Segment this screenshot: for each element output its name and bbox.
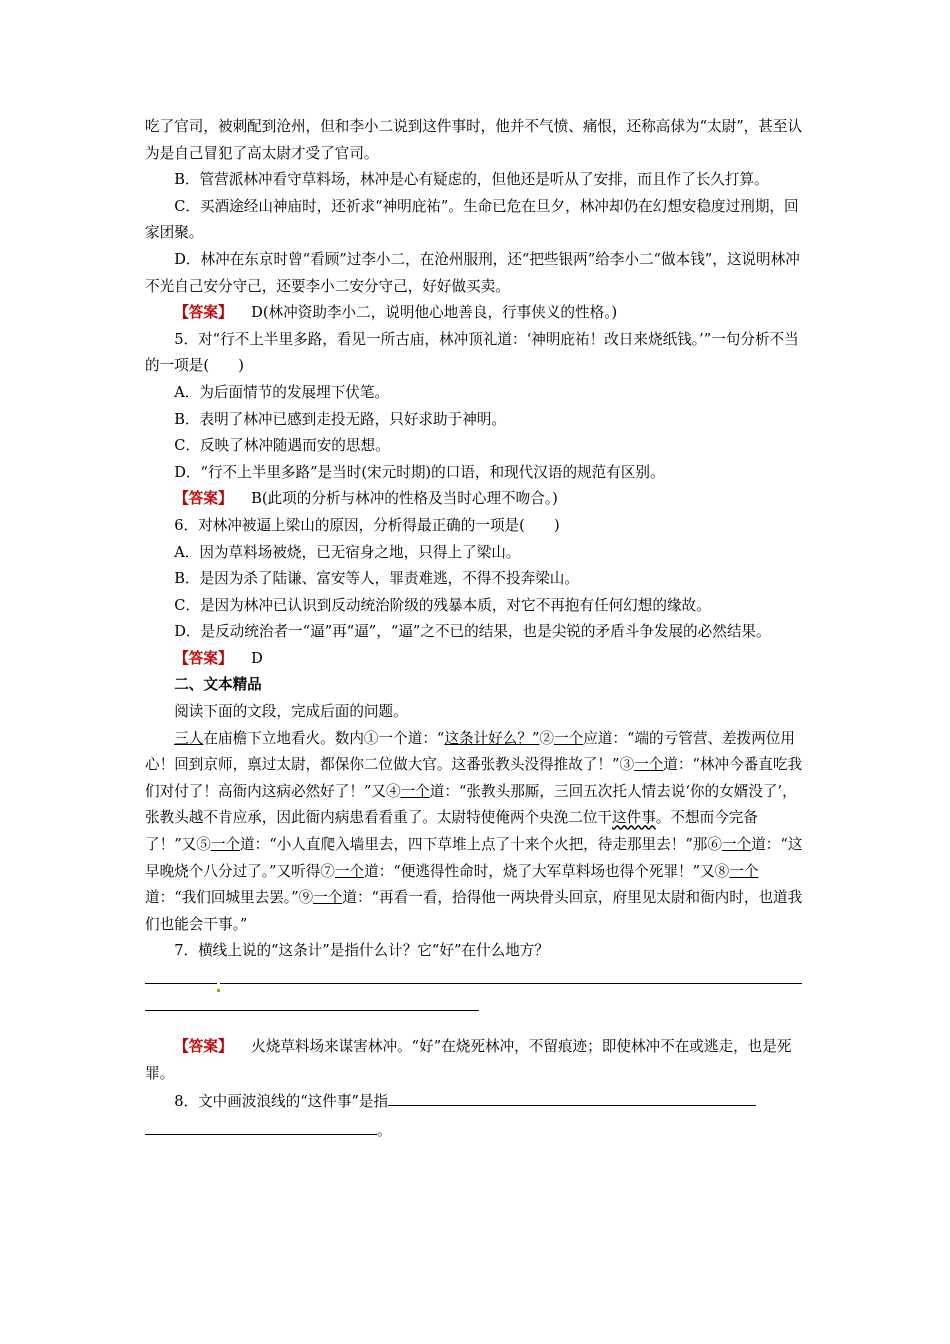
q5-stem: 5．对“行不上半里多路，看见一所古庙，林冲顶礼道：‘神明庇祐！改日来烧纸钱。’”一句分析不当的一项是( ) <box>145 330 799 375</box>
passage-text: 道：“林冲今番直吃我们对付了！高衙内这病必然好了！”又④ <box>145 756 803 800</box>
passage-text: 在庙檐下立地看火。数内① <box>203 729 379 747</box>
passage-text: 道：“便逃得性命时，烧了大军草料场也得个死罪！”又⑧ <box>364 862 730 880</box>
answer-blank-line[interactable] <box>145 1116 377 1135</box>
q4-option-d: D．林冲在东京时曾“看顾”过李小二，在沧州服刑，还“把些银两”给李小二“做本钱”，这说明林冲不光自己安分守己，还要李小二安分守己，好好做买卖。 <box>145 250 800 295</box>
underlined-phrase: 一个 <box>554 729 584 747</box>
blank-segment <box>220 965 802 984</box>
reading-passage <box>145 726 809 939</box>
q4-option-a-continued: 吃了官司，被刺配到沧州，但和李小二说到这件事时，他并不气愤、痛恨，还称高俅为“太尉”，甚至认为是自己冒犯了高太尉才受了官司。 <box>145 118 803 162</box>
passage-text: 道：“小人直爬入墙里去，四下草堆上点了十来个火把，待走那里去！”那⑥ <box>240 836 722 854</box>
underlined-phrase: 一个 <box>729 862 759 880</box>
answer-text: D <box>251 649 263 667</box>
underlined-phrase: 一个 <box>400 782 430 800</box>
passage-text: 一个道：“ <box>378 729 445 747</box>
q5-option-b: B．表明了林冲已感到走投无路，只好求助于神明。 <box>174 410 506 428</box>
underlined-phrase: 这条计好么？” <box>444 729 540 747</box>
q7-answer <box>145 1034 809 1087</box>
answer-blank-line[interactable] <box>145 992 809 1019</box>
underlined-phrase: 一个 <box>634 756 664 774</box>
answer-blank-line[interactable] <box>145 965 809 992</box>
q8-stem-text: 8．文中画波浪线的“这件事”是指 <box>174 1093 389 1111</box>
q6-stem: 6．对林冲被逼上梁山的原因，分析得最正确的一项是( ) <box>174 516 560 534</box>
q6-option-d: D．是反动统治者一“逼”再“逼”，“逼”之不已的结果，也是尖锐的矛盾斗争发展的必然结果。 <box>174 623 771 641</box>
passage-text: 。不想而今完备了！”又⑤ <box>145 809 758 854</box>
answer-text: B(此项的分析与林冲的性格及当时心理不吻合。) <box>251 490 558 508</box>
q4-answer <box>145 300 809 327</box>
q8-continuation <box>145 1116 809 1143</box>
q6-option-c: C．是因为林冲已认识到反动统治阶级的残暴本质，对它不再抱有任何幻想的缘故。 <box>174 596 711 614</box>
underlined-phrase: 一个 <box>313 889 343 907</box>
answer-blank-line[interactable] <box>388 1087 756 1106</box>
section-heading: 二、文本精品 <box>174 676 262 694</box>
q6-answer <box>145 646 809 673</box>
end-punctuation: 。 <box>377 1121 392 1139</box>
answer-text: 火烧草料场来谋害林冲。“好”在烧死林冲，不留痕迹；即使林冲不在或逃走，也是死罪。 <box>145 1038 792 1082</box>
q5-answer <box>145 486 809 513</box>
q4-option-b: B．管营派林冲看守草料场，林冲是心有疑虑的，但他还是听从了安排，而且作了长久打算。 <box>174 171 769 189</box>
answer-label: 【答案】 <box>174 1038 233 1056</box>
underlined-phrase: 三人 <box>174 729 204 747</box>
q8-stem <box>145 1087 809 1116</box>
reading-instruction: 阅读下面的文段，完成后面的问题。 <box>174 703 408 721</box>
q6-option-b: B．是因为杀了陆谦、富安等人，罪责难逃，不得不投奔梁山。 <box>174 570 579 588</box>
answer-label: 【答案】 <box>174 490 233 508</box>
passage-text: 应道：“端的亏管营、差拨两位用心！回到京师，禀过太尉，都保你二位做大官。这番张教头没得推故了！”③ <box>145 729 795 774</box>
underlined-phrase: 一个 <box>721 836 752 854</box>
passage-text: ② <box>539 729 555 747</box>
q6-option-a: A．因为草料场被烧，已无宿身之地，只得上了梁山。 <box>174 543 521 561</box>
answer-label: 【答案】 <box>174 649 233 667</box>
q5-option-a: A．为后面情节的发展埋下伏笔。 <box>174 383 390 401</box>
q7-stem: 7．横线上说的“这条计”是指什么计？它“好”在什么地方？ <box>174 942 549 960</box>
q5-option-d: D．“行不上半里多路”是当时(宋元时期)的口语，和现代汉语的规范有区别。 <box>174 463 665 481</box>
q5-option-c: C．反映了林冲随遇而安的思想。 <box>174 437 390 455</box>
passage-text: 道：“再看一看，拾得他一两块骨头回京，府里见太尉和衙内时，也道我们也能会干事。” <box>145 889 803 933</box>
blank-segment <box>145 992 479 1011</box>
underlined-phrase: 一个 <box>334 862 365 880</box>
passage-text: 道：“张教头那厮，三回五次托人情去说‘你的女婿没了’，张教头越不肯应承，因此衙内病患看看重了。太尉特使俺两个央浼二位干 <box>145 782 797 827</box>
q4-option-c: C．买酒途经山神庙时，还祈求“神明庇祐”。生命已危在旦夕，林冲却仍在幻想安稳度过刑期，回家团聚。 <box>145 197 799 242</box>
passage-text: 道：“我们回城里去罢。”⑨ <box>145 889 314 907</box>
blank-segment <box>145 965 217 984</box>
answer-label: 【答案】 <box>174 304 233 322</box>
wavy-underlined-phrase: 这件事 <box>612 809 656 827</box>
answer-text: D(林冲资助李小二，说明他心地善良，行事侠义的性格。) <box>251 304 618 322</box>
document-page <box>145 114 809 1143</box>
underlined-phrase: 一个 <box>210 836 241 854</box>
passage-text: 道：“这早晚烧个八分过了。”又听得⑦ <box>145 836 803 880</box>
